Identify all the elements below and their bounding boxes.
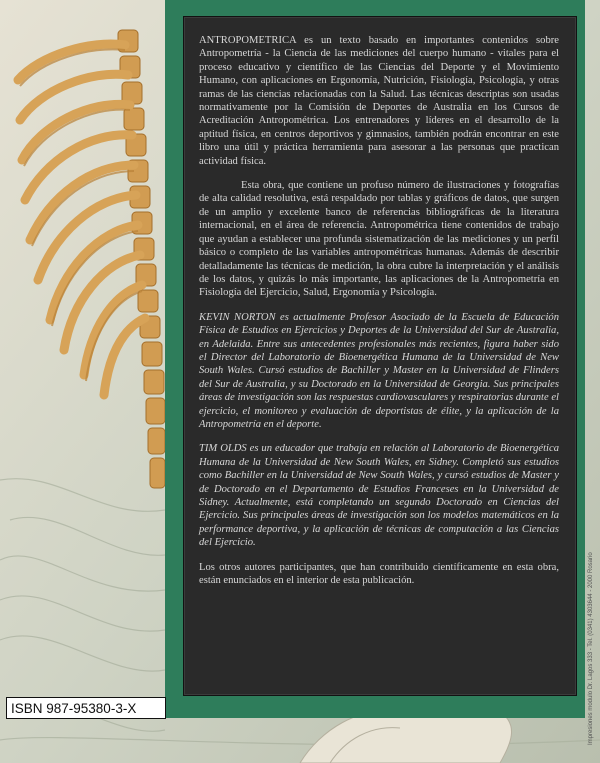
norton-bio-text: es actualmente Profesor Asociado de la Escuela de Educación Física de Estudios en Ejercicios y Deportes de la Universidad del Sur de Australia, en Adelaida. Entre sus antecedentes profesionales más recientes, figura haber sido el Director del Laboratorio de Bioenergética Humana de la Universidad de New South Wales. Cursó estudios de Bachiller y Master en la Universidad de Flinders del Sur de Australia, y su Doctorado en la Universidad de Georgia. Sus principales áreas de investigación son las respuestas cardiovasculares y respiratorias durante el ejercicio, el monitoreo y evaluación de deportistas de élite, y la aplicación de la Antropometría en el deporte. xyxy=(199,311,559,430)
norton-name: KEVIN NORTON xyxy=(199,311,276,323)
norton-bio xyxy=(199,311,559,432)
olds-bio xyxy=(199,442,559,549)
isbn-label: ISBN 987-95380-3-X xyxy=(6,697,166,719)
description-text xyxy=(199,34,559,598)
others-paragraph: Los otros autores participantes, que han contribuido científicamente en esta obra, están enunciados en el interior de esta publicación. xyxy=(199,561,559,587)
olds-name: TIM OLDS xyxy=(199,443,247,455)
intro-paragraph: ANTROPOMETRICA es un texto basado en importantes contenidos sobre Antropometría - la Ciencia de las mediciones del cuerpo humano - vitales para el proceso educativo y científico de las Ciencias del Deporte y el Movimiento Humano, con aplicaciones en Ergonomía, Nutrición, Fisiología, Psicología, y otras ramas de las ciencias relacionadas con la Salud. Las técnicas descriptas son usadas normativamente por la Comisión de Deportes de Australia en los Cursos de Acreditación Antropométrica. Los entrenadores y líderes en el desarrollo de la aptitud física, en centros deportivos y gimnasios, también podrán encontrar en este libro una útil y práctica herramienta para asesorar a las personas que practican actividad física. xyxy=(199,35,559,167)
olds-bio-text: es un educador que trabaja en relación al Laboratorio de Bioenergética Humana de la Universidad de New South Wales, en Sidney. Completó sus estudios como Bachiller en la Universidad de New South Wales, y cursó estudios de Master y de Doctorado en el Departamento de Estudios Franceses en la Universidad de Sidney. Actualmente, está completando un segundo Doctorado en Ciencias del Ejercicio. Sus principales áreas de investigación son los modelos matemáticos en la performance deportiva, y la aplicación de técnicas de computación a las Ciencias del Ejercicio. xyxy=(199,443,559,549)
contents-paragraph: Esta obra, que contiene un profuso número de ilustraciones y fotografías de alta calidad resolutiva, está respaldado por tablas y gráficos de datos, que surgen de un amplio y excelente banco de referencias bibliográficas de la literatura internacional, en el área de referencia. Antropométrica tiene contenidos de trabajo que ayudan a establecer una profunda sistematización de las mediciones y un perfil básico o completo de las variables antropométricas humanas. Además de describir detalladamente las técnicas de medición, la obra cubre la interpretación y el análisis de los datos, y quizás lo más importante, las aplicaciones de la Antropometría en Fisiología del Ejercicio, Salud, Ergonomía y Psicología. xyxy=(199,180,559,299)
printer-credit: Impresiones modulo Dr. Lagos 333 - Tel. (0341) 4303644 - 2000 Rosario xyxy=(588,552,594,745)
